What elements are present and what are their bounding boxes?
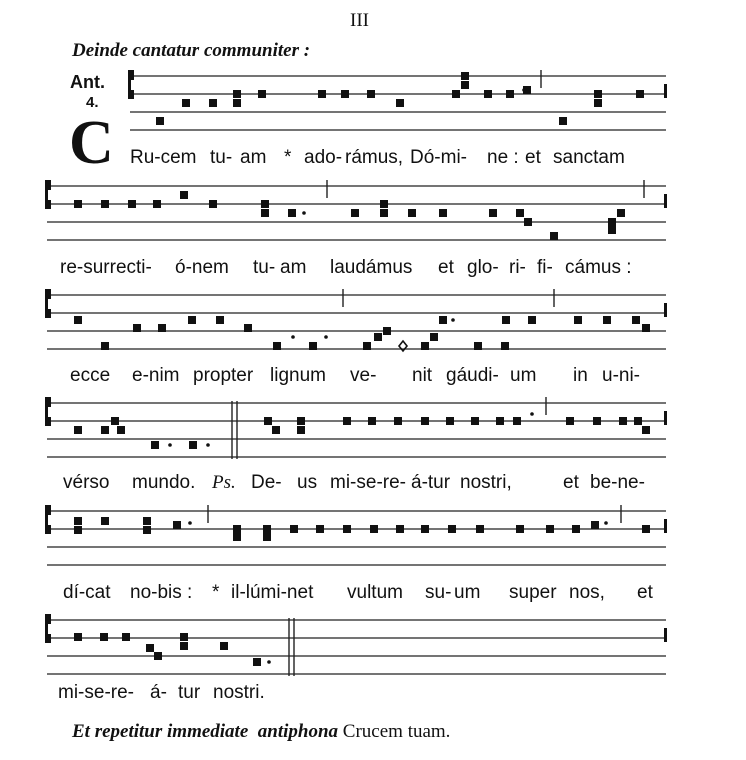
lyric-syllable: dí-cat xyxy=(63,582,111,603)
lyric-syllable: lignum xyxy=(270,365,326,386)
neume-note xyxy=(550,232,558,240)
neume-note xyxy=(156,117,164,125)
lyric-syllable: ne : xyxy=(487,147,519,168)
clef-mark xyxy=(45,289,51,299)
footer-plain: Crucem tuam. xyxy=(342,721,451,742)
lyric-syllable: re-surrecti- xyxy=(60,257,152,278)
neume-note xyxy=(617,209,625,217)
lyric-syllable: e-nim xyxy=(132,365,180,386)
neume-note xyxy=(642,525,650,533)
neume-note xyxy=(642,426,650,434)
neume-note xyxy=(189,441,197,449)
neume-note xyxy=(261,209,269,217)
clef-mark xyxy=(128,90,134,99)
mora-dot xyxy=(206,443,210,447)
neume-note xyxy=(484,90,492,98)
neume-note xyxy=(603,316,611,324)
lyric-syllable: tur xyxy=(178,682,201,703)
mora-dot xyxy=(604,521,608,525)
lyric-syllable: rámus, xyxy=(345,147,404,168)
neume-note xyxy=(158,324,166,332)
lyric-syllable: á-tur xyxy=(411,472,451,493)
neume-note xyxy=(528,316,536,324)
clef-mark xyxy=(45,505,51,515)
mora-dot xyxy=(168,443,172,447)
neume-note xyxy=(233,525,241,533)
neume-note xyxy=(244,324,252,332)
neume-note xyxy=(111,417,119,425)
neume-note xyxy=(636,90,644,98)
neume-note xyxy=(253,658,261,666)
footer-rubric xyxy=(72,722,450,741)
neume-note xyxy=(374,333,382,341)
lyric-syllable: * xyxy=(212,582,220,603)
neume-note xyxy=(261,200,269,208)
lyric-syllable: propter xyxy=(193,365,254,386)
neume-note xyxy=(516,525,524,533)
neume-note xyxy=(273,342,281,350)
neume-note xyxy=(297,417,305,425)
neume-note xyxy=(151,441,159,449)
custos-mark xyxy=(664,411,667,425)
neume-note xyxy=(233,90,241,98)
neume-note xyxy=(524,218,532,226)
page-number: III xyxy=(350,10,369,31)
lyric-syllable: ado- xyxy=(304,147,343,168)
neume-note xyxy=(559,117,567,125)
custos-mark xyxy=(664,84,667,98)
lyric-syllable: vérso xyxy=(63,472,110,493)
lyric-syllable: super xyxy=(509,582,557,603)
lyric-syllable: ri- xyxy=(509,257,526,278)
neume-note xyxy=(117,426,125,434)
neume-note xyxy=(448,525,456,533)
neume-note xyxy=(153,200,161,208)
lyric-syllable: um xyxy=(454,582,481,603)
neume-note xyxy=(74,316,82,324)
neume-note xyxy=(209,99,217,107)
neume-note xyxy=(461,81,469,89)
neume-note xyxy=(182,99,190,107)
lyric-syllable: gáudi- xyxy=(446,365,499,386)
neume-note xyxy=(634,417,642,425)
neume-note xyxy=(461,72,469,80)
neume-note xyxy=(309,342,317,350)
neume-note xyxy=(594,99,602,107)
lyric-syllable: ó-nem xyxy=(175,257,229,278)
mora-dot xyxy=(291,335,295,339)
neume-note xyxy=(173,521,181,529)
neume-note xyxy=(101,342,109,350)
neume-note xyxy=(370,525,378,533)
neume-note xyxy=(220,642,228,650)
neume-note xyxy=(506,90,514,98)
neume-note xyxy=(263,525,271,533)
lyric-syllable: u-ni- xyxy=(602,365,641,386)
neume-note xyxy=(318,90,326,98)
neume-note xyxy=(101,517,109,525)
footer-italic: Et repetitur immediate xyxy=(72,721,249,742)
neume-note xyxy=(471,417,479,425)
neume-note xyxy=(143,526,151,534)
lyric-syllable: laudámus xyxy=(330,257,413,278)
lyric-syllable: De- xyxy=(251,472,282,493)
neume-note xyxy=(351,209,359,217)
neume-note xyxy=(74,200,82,208)
neume-note xyxy=(74,526,82,534)
neume-note xyxy=(513,417,521,425)
lyric-syllable: ve- xyxy=(350,365,377,386)
clef-mark xyxy=(45,200,51,209)
mora-dot xyxy=(530,412,534,416)
neume-note xyxy=(367,90,375,98)
lyric-syllable: et xyxy=(525,147,541,168)
mora-dot xyxy=(302,211,306,215)
neume-note xyxy=(74,426,82,434)
lyric-syllable: us xyxy=(297,472,318,493)
neume-note xyxy=(101,426,109,434)
clef-mark xyxy=(45,309,51,318)
neume-note xyxy=(143,517,151,525)
neume-note xyxy=(496,417,504,425)
neume-note xyxy=(452,90,460,98)
footer-italic-2: antiphona xyxy=(257,721,339,742)
neume-note xyxy=(546,525,554,533)
lyric-syllable: * xyxy=(284,147,292,168)
neume-note xyxy=(439,209,447,217)
lyric-syllable: be-ne- xyxy=(590,472,645,493)
neume-note xyxy=(180,191,188,199)
neume-note xyxy=(572,525,580,533)
lyric-syllable: nit xyxy=(412,365,433,386)
custos-mark xyxy=(664,194,667,208)
neume-note xyxy=(133,324,141,332)
neume-note xyxy=(593,417,601,425)
clef-mark xyxy=(128,70,134,80)
neume-note xyxy=(343,525,351,533)
lyric-syllable: et xyxy=(563,472,579,493)
neume-note xyxy=(74,633,82,641)
lyric-syllable: á- xyxy=(150,682,167,703)
neume-note xyxy=(233,99,241,107)
neume-note xyxy=(216,316,224,324)
lyric-syllable: Ps. xyxy=(212,472,236,493)
lyric-syllable: il-lúmi-net xyxy=(231,582,314,603)
rubric-heading: Deinde cantatur communiter : xyxy=(72,40,311,61)
lyric-syllable: no-bis : xyxy=(130,582,193,603)
neume-note xyxy=(264,417,272,425)
neume-note xyxy=(608,218,616,226)
custos-mark xyxy=(664,303,667,317)
neume-note xyxy=(566,417,574,425)
lyric-syllable: vultum xyxy=(347,582,403,603)
clef-mark xyxy=(45,634,51,643)
lyric-syllable: um xyxy=(510,365,537,386)
lyric-syllable: fi- xyxy=(537,257,553,278)
neume-note xyxy=(594,90,602,98)
lyric-syllable: ecce xyxy=(70,365,111,386)
neume-note xyxy=(430,333,438,341)
neume-note xyxy=(297,426,305,434)
neume-note xyxy=(474,342,482,350)
neume-note xyxy=(290,525,298,533)
neume-note xyxy=(209,200,217,208)
neume-note xyxy=(380,200,388,208)
clef-mark xyxy=(45,614,51,624)
neume-note xyxy=(516,209,524,217)
neume-note xyxy=(154,652,162,660)
neume-note xyxy=(396,99,404,107)
clef-mark xyxy=(45,525,51,534)
custos-mark xyxy=(664,519,667,533)
neume-note xyxy=(146,644,154,652)
neume-note xyxy=(489,209,497,217)
lyric-syllable: et xyxy=(637,582,653,603)
neume-note xyxy=(421,525,429,533)
lyric-syllable: Dó-mi- xyxy=(410,147,467,168)
clef-mark xyxy=(45,397,51,407)
lyric-syllable: in xyxy=(573,365,588,386)
lyric-syllable: mi-se-re- xyxy=(330,472,406,493)
neume-note xyxy=(619,417,627,425)
neume-note xyxy=(380,209,388,217)
neume-note xyxy=(288,209,296,217)
lyric-syllable: nostri, xyxy=(460,472,512,493)
neume-note xyxy=(591,521,599,529)
neume-note xyxy=(396,525,404,533)
lyric-syllable: et xyxy=(438,257,454,278)
neume-note xyxy=(316,525,324,533)
neume-note xyxy=(394,417,402,425)
neume-note xyxy=(74,517,82,525)
neume-note xyxy=(632,316,640,324)
neume-note xyxy=(188,316,196,324)
mora-dot xyxy=(267,660,271,664)
neume-note xyxy=(502,316,510,324)
mora-dot xyxy=(522,88,526,92)
neume-note xyxy=(180,642,188,650)
neume-note xyxy=(501,342,509,350)
lyric-syllable: mundo. xyxy=(132,472,196,493)
neume-note xyxy=(421,417,429,425)
clef-mark xyxy=(45,180,51,190)
antiphon-label: Ant. xyxy=(70,72,105,92)
lyric-syllable: am xyxy=(240,147,267,168)
lyric-syllable: Ru-cem xyxy=(130,147,197,168)
neume-note xyxy=(574,316,582,324)
lyric-syllable: mi-se-re- xyxy=(58,682,134,703)
lyric-syllable: tu- xyxy=(253,257,276,278)
neume-note xyxy=(446,417,454,425)
neume-note xyxy=(122,633,130,641)
neume-note xyxy=(101,200,109,208)
neume-note xyxy=(363,342,371,350)
neume-note xyxy=(233,533,241,541)
custos-mark xyxy=(664,628,667,642)
mora-dot xyxy=(188,521,192,525)
neume-note xyxy=(476,525,484,533)
neume-note xyxy=(383,327,391,335)
lyric-syllable: glo- xyxy=(467,257,499,278)
neume-note xyxy=(421,342,429,350)
lyric-syllable: su- xyxy=(425,582,452,603)
mode-number: 4. xyxy=(86,94,99,111)
neume-note xyxy=(439,316,447,324)
lyric-syllable: tu- xyxy=(210,147,233,168)
lyric-syllable: sanctam xyxy=(553,147,625,168)
neume-note xyxy=(100,633,108,641)
neume-note xyxy=(128,200,136,208)
neume-note xyxy=(180,633,188,641)
neume-note xyxy=(263,533,271,541)
mora-dot xyxy=(324,335,328,339)
lyric-syllable: am xyxy=(280,257,307,278)
lyric-syllable: nostri. xyxy=(213,682,265,703)
neume-note xyxy=(368,417,376,425)
neume-note xyxy=(608,226,616,234)
neume-note xyxy=(258,90,266,98)
initial-letter: C xyxy=(69,109,114,177)
neume-note xyxy=(408,209,416,217)
neume-note xyxy=(642,324,650,332)
lyric-syllable: cámus : xyxy=(565,257,632,278)
neume-note xyxy=(343,417,351,425)
lyric-syllable: nos, xyxy=(569,582,605,603)
clef-mark xyxy=(45,417,51,426)
neume-note xyxy=(272,426,280,434)
neume-note xyxy=(341,90,349,98)
mora-dot xyxy=(451,318,455,322)
